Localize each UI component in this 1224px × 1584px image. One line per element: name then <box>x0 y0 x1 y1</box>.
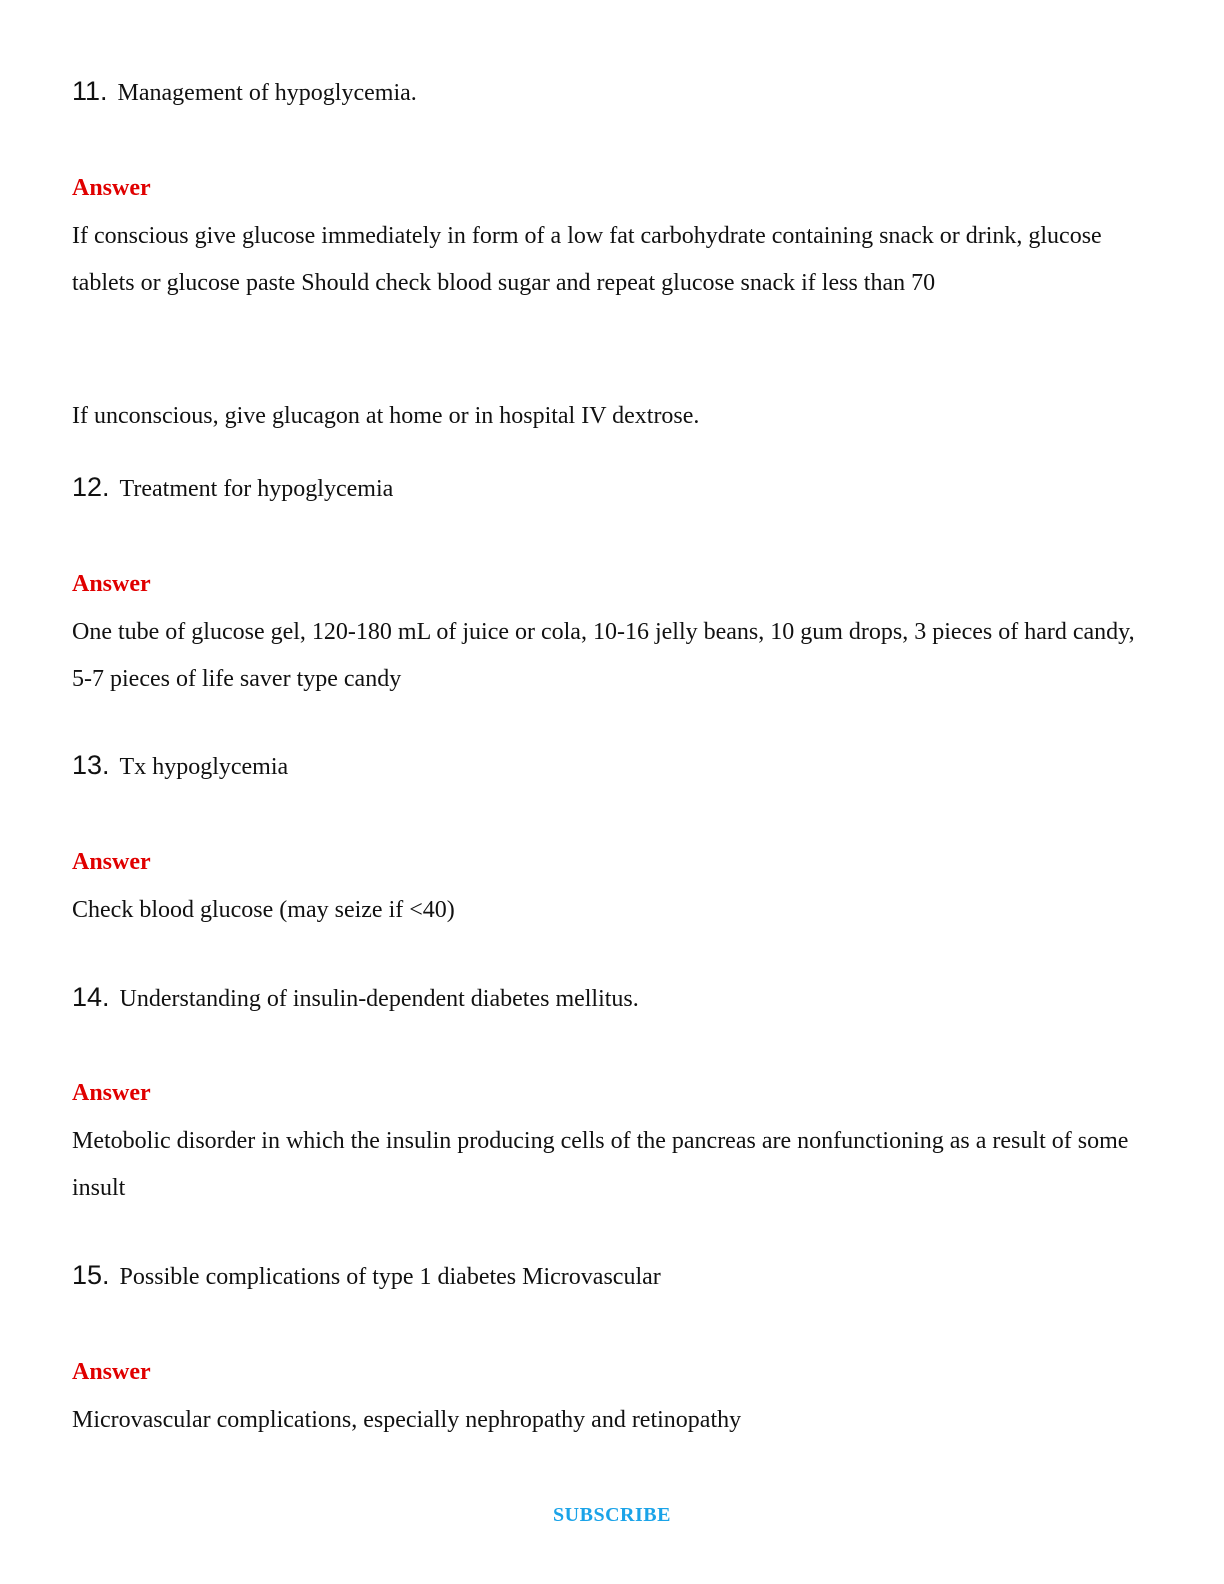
question-11 <box>72 76 417 108</box>
answer-label: Answer <box>72 571 151 597</box>
question-text: Understanding of insulin-dependent diabetes mellitus. <box>119 986 639 1012</box>
question-number: 11. <box>72 76 108 106</box>
question-number: 13. <box>72 750 110 780</box>
answer-text: One tube of glucose gel, 120-180 mL of juice or cola, 10-16 jelly beans, 10 gum drops, 3 pieces of hard candy, 5-7 pieces of life saver type candy <box>72 619 1135 692</box>
answer-extra-text: If unconscious, give glucagon at home or in hospital IV dextrose. <box>72 403 700 429</box>
answer-text: If conscious give glucose immediately in form of a low fat carbohydrate containing snack or drink, glucose tablets or glucose paste Should check blood sugar and repeat glucose snack if less than 70 <box>72 223 1102 296</box>
question-text: Treatment for hypoglycemia <box>119 476 394 502</box>
answer-label: Answer <box>72 849 151 875</box>
question-number: 15. <box>72 1260 110 1290</box>
subscribe-link[interactable]: SUBSCRIBE <box>553 1504 671 1526</box>
answer-label: Answer <box>72 175 151 201</box>
answer-text: Check blood glucose (may seize if <40) <box>72 897 455 923</box>
question-12 <box>72 472 393 504</box>
question-number: 14. <box>72 982 110 1012</box>
question-13 <box>72 750 288 782</box>
question-text: Possible complications of type 1 diabetes Microvascular <box>119 1264 661 1290</box>
question-text: Tx hypoglycemia <box>119 754 289 780</box>
answer-text: Microvascular complications, especially nephropathy and retinopathy <box>72 1407 742 1433</box>
question-15 <box>72 1260 661 1292</box>
question-text: Management of hypoglycemia. <box>117 80 417 106</box>
answer-label: Answer <box>72 1080 151 1106</box>
answer-label: Answer <box>72 1359 151 1385</box>
question-14 <box>72 982 639 1014</box>
answer-text: Metobolic disorder in which the insulin producing cells of the pancreas are nonfunctioning as a result of some insult <box>72 1128 1129 1201</box>
question-number: 12. <box>72 472 110 502</box>
